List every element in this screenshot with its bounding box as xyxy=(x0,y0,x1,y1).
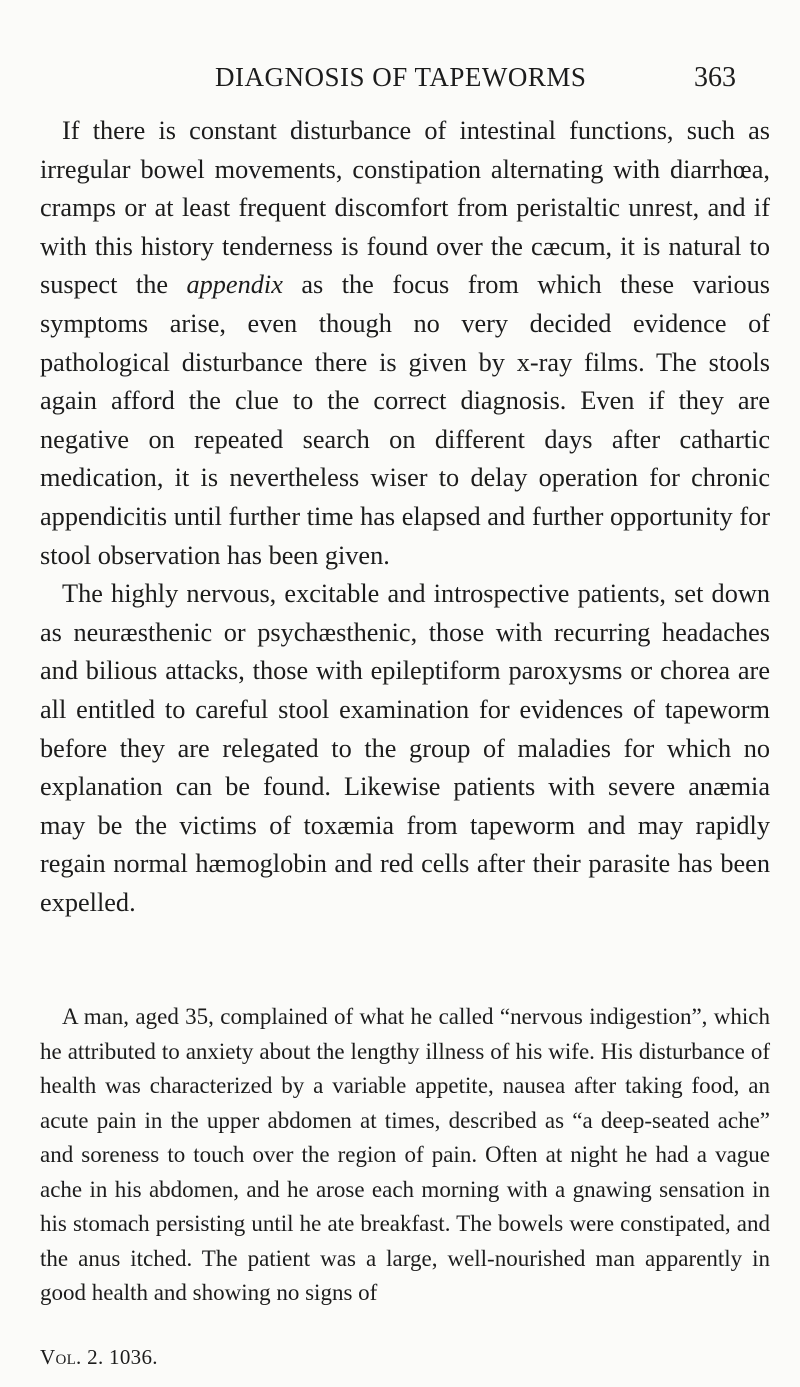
running-head: DIAGNOSIS OF TAPEWORMS xyxy=(215,62,587,92)
paragraph-case: A man, aged 35, complained of what he called “nervous indigestion”, which he attributed to anxiety about the lengthy illness of his wife. His disturbance of health was characterized by a variable appetite, nausea after taking food, an acute pain in the upper abdomen at times, described as “a deep-seated ache” and soreness to touch over the region of pain. Often at night he had a vague ache in his abdomen, and he arose each morning with a gnawing sensation in his stomach persisting until he ate breakfast. The bowels were constipated, and the anus itched. The patient was a large, well-nourished man apparently in good health and showing no signs of xyxy=(40,1004,770,1305)
case-report xyxy=(40,1000,770,1311)
paragraph-appendix xyxy=(40,112,770,575)
page-number: 363 xyxy=(694,62,736,93)
printer-signature: Vol. 2. 1036. xyxy=(40,1345,158,1369)
paragraph-nervous-patients: The highly nervous, excitable and introspective patients, set down as neuræsthenic or psychæsthenic, those with recurring headaches and bilious attacks, those with epileptiform paroxysms or chorea are all entitled to careful stool examination for evidences of tapeworm before they are relegated to the group of maladies for which no explanation can be found. Likewise patients with severe anæmia may be the victims of toxæmia from tapeworm and may rapidly regain normal hæmoglobin and red cells after their parasite has been expelled. xyxy=(40,579,770,917)
emphasized-term: appendix xyxy=(186,270,283,300)
paragraph-1-end: as the focus from which these various symptoms arise, even though no very decided evidence of pathological disturbance there is given by x-ray films. The stools again afford the clue to the correct diagnosis. Even if they are negative on repeated search on different days after cathartic medication, it is nevertheless wiser to delay operation for chronic appendicitis until further time has elapsed and further opportunity for stool observation has been given. xyxy=(40,270,770,570)
paragraph-1-start: If there is constant disturbance of intestinal functions, such as irregular bowel movements, constipation alternating with diarrhœa, cramps or at least frequent discomfort from peristaltic unrest, and if with this history tenderness is found over the cæcum, it is natural to suspect the xyxy=(40,116,770,300)
main-text xyxy=(40,112,770,922)
